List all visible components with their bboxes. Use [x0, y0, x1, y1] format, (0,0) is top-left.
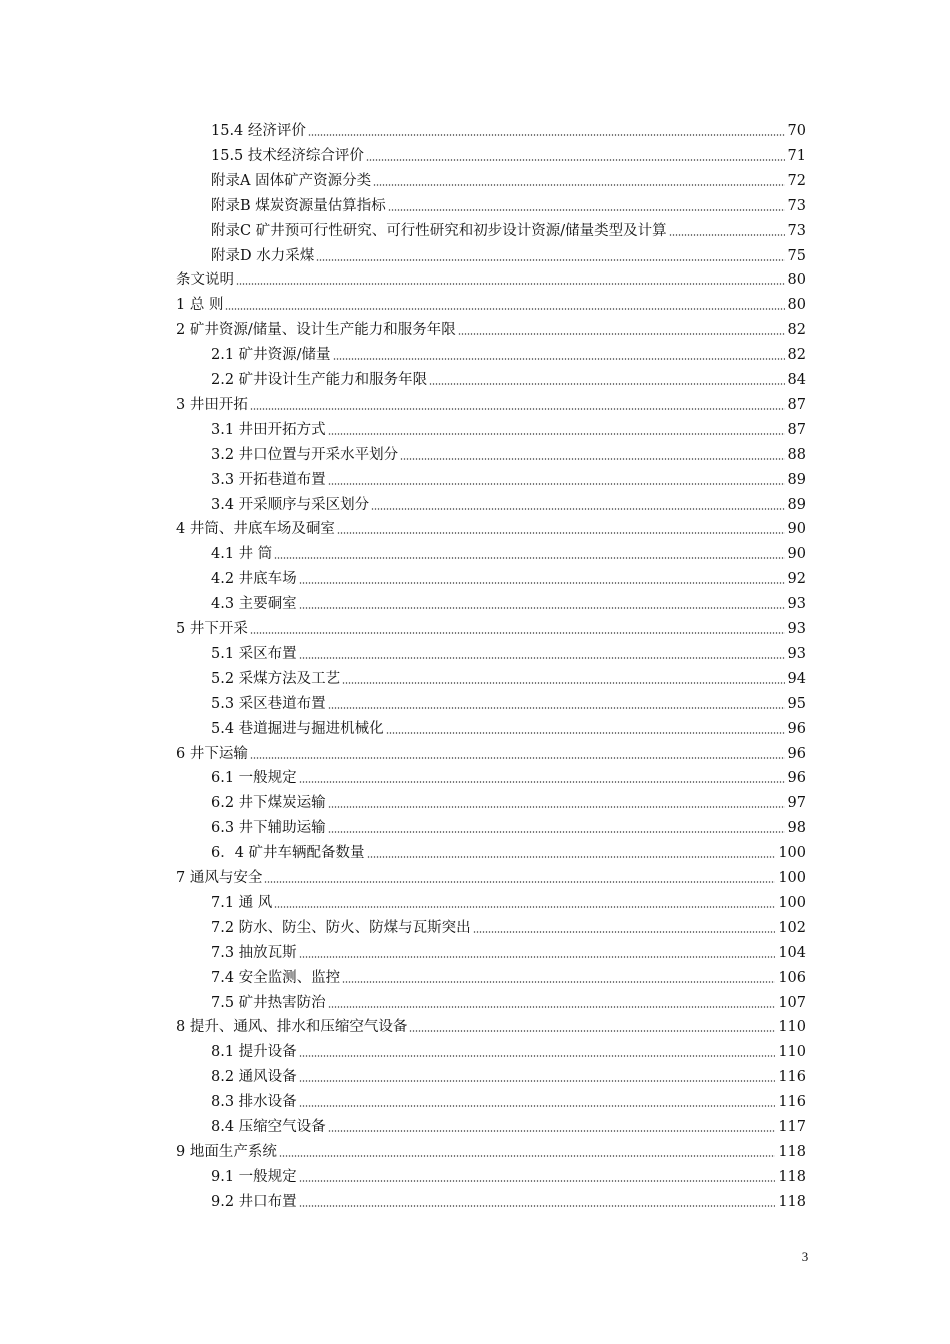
- toc-entry-title: 8.3 排水设备: [211, 1094, 297, 1111]
- toc-entry: [211, 1039, 806, 1061]
- toc-entry: [211, 591, 806, 613]
- toc-leader-dots: [299, 657, 785, 659]
- toc-entry: [211, 716, 806, 738]
- toc-leader-dots: [264, 881, 775, 883]
- toc-leader-dots: [299, 1205, 776, 1207]
- toc-entry-page: 95: [787, 695, 806, 712]
- toc-leader-dots: [669, 234, 785, 236]
- toc-entry-title: 2 矿井资源/储量、设计生产能力和服务年限: [176, 322, 456, 339]
- toc-entry-page: 96: [787, 720, 806, 737]
- toc-leader-dots: [299, 582, 785, 584]
- toc-leader-dots: [299, 1055, 776, 1057]
- toc-entry-page: 100: [778, 894, 806, 911]
- toc-leader-dots: [373, 184, 784, 186]
- toc-entry: [211, 243, 806, 265]
- toc-leader-dots: [328, 831, 785, 833]
- toc-entry-page: 92: [787, 571, 806, 588]
- toc-entry: [176, 516, 806, 538]
- toc-entry-title: 3.2 井口位置与开采水平划分: [211, 446, 399, 463]
- toc-entry: [211, 666, 806, 688]
- toc-entry-title: 3.3 开拓巷道布置: [211, 471, 326, 488]
- toc-entry-title: 15.5 技术经济综合评价: [211, 147, 364, 164]
- toc-entry-title: 7.1 通 风: [211, 894, 273, 911]
- toc-entry-page: 107: [778, 994, 806, 1011]
- toc-entry: [176, 1139, 806, 1161]
- toc-entry-page: 88: [787, 446, 806, 463]
- toc-entry-page: 94: [787, 670, 806, 687]
- toc-leader-dots: [371, 508, 784, 510]
- toc-leader-dots: [299, 781, 785, 783]
- toc-entry-page: 96: [787, 770, 806, 787]
- toc-leader-dots: [299, 956, 776, 958]
- toc-entry-title: 5.4 巷道掘进与掘进机械化: [211, 720, 384, 737]
- toc-entry-page: 75: [787, 247, 806, 264]
- toc-entry: [211, 218, 806, 240]
- toc-leader-dots: [274, 557, 784, 559]
- toc-entry-title: 6 井下运输: [176, 745, 248, 762]
- toc-entry-page: 104: [778, 944, 806, 961]
- toc-entry-title: 附录C 矿井预可行性研究、可行性研究和初步设计资源/储量类型及计算: [211, 222, 667, 239]
- toc-entry-page: 118: [778, 1143, 806, 1160]
- toc-entry: [176, 865, 806, 887]
- toc-leader-dots: [409, 1030, 775, 1032]
- toc-entry-page: 117: [778, 1119, 806, 1135]
- toc-leader-dots: [473, 931, 776, 933]
- toc-entry: [211, 342, 806, 364]
- toc-entry: [176, 267, 806, 289]
- toc-entry-page: 72: [787, 172, 806, 189]
- toc-leader-dots: [328, 707, 785, 709]
- toc-entry: [211, 417, 806, 439]
- toc-entry-title: 3.4 开采顺序与采区划分: [211, 496, 370, 513]
- toc-entry-title: 4 井筒、井底车场及硐室: [176, 521, 335, 538]
- toc-entry-page: 80: [787, 297, 806, 314]
- toc-entry: [211, 940, 806, 962]
- toc-entry: [176, 741, 806, 763]
- toc-entry: [176, 392, 806, 414]
- toc-entry-page: 110: [778, 1019, 806, 1036]
- toc-entry: [211, 193, 806, 215]
- toc-leader-dots: [366, 159, 785, 161]
- toc-leader-dots: [328, 1006, 776, 1008]
- toc-entry-title: 7.2 防水、防尘、防火、防煤与瓦斯突出: [211, 919, 471, 936]
- toc-entry-title: 5.2 采煤方法及工艺: [211, 670, 341, 687]
- toc-leader-dots: [250, 757, 785, 759]
- toc-entry-title: 4.1 井 筒: [211, 546, 273, 563]
- toc-leader-dots: [236, 283, 785, 285]
- toc-entry-title: 6．4 矿井车辆配备数量: [211, 845, 365, 862]
- toc-entry-page: 73: [787, 197, 806, 214]
- toc-entry-title: 8.1 提升设备: [211, 1044, 297, 1061]
- toc-entry-title: 9.1 一般规定: [211, 1168, 297, 1185]
- toc-entry-title: 3 井田开拓: [176, 396, 248, 413]
- toc-entry: [211, 990, 806, 1012]
- toc-entry-page: 71: [787, 147, 806, 164]
- toc-entry-page: 110: [778, 1044, 806, 1061]
- toc-entry: [211, 168, 806, 190]
- toc-entry-title: 条文说明: [176, 272, 234, 289]
- toc-entry-page: 118: [778, 1168, 806, 1185]
- toc-entry-page: 116: [778, 1069, 806, 1086]
- toc-leader-dots: [299, 1080, 776, 1082]
- toc-entry-page: 102: [778, 919, 806, 936]
- toc-entry-page: 90: [787, 546, 806, 563]
- toc-entry-title: 3.1 井田开拓方式: [211, 421, 326, 438]
- toc-entry-page: 82: [787, 322, 806, 339]
- toc-entry-title: 7 通风与安全: [176, 870, 263, 886]
- toc-entry-page: 96: [787, 745, 806, 762]
- toc-entry: [211, 541, 806, 563]
- toc-entry-page: 89: [787, 471, 806, 488]
- toc-entry-title: 7.4 安全监测、监控: [211, 969, 341, 986]
- toc-leader-dots: [337, 532, 785, 534]
- toc-entry: [176, 317, 806, 339]
- toc-entry: [211, 1089, 806, 1111]
- toc-entry: [211, 965, 806, 987]
- toc-leader-dots: [458, 333, 785, 335]
- toc-leader-dots: [400, 458, 784, 460]
- toc-entry: [211, 492, 806, 514]
- toc-entry-page: 80: [787, 272, 806, 289]
- toc-entry-title: 5.3 采区巷道布置: [211, 695, 326, 712]
- toc-entry: [211, 467, 806, 489]
- toc-leader-dots: [342, 682, 784, 684]
- toc-entry: [211, 1164, 806, 1186]
- toc-entry: [211, 790, 806, 812]
- toc-entry-page: 82: [787, 347, 806, 364]
- toc-entry-page: 73: [787, 222, 806, 239]
- toc-entry: [211, 815, 806, 837]
- toc-entry: [211, 1189, 806, 1211]
- toc-entry: [211, 566, 806, 588]
- toc-leader-dots: [299, 607, 785, 609]
- toc-leader-dots: [328, 433, 785, 435]
- toc-entry-title: 8.2 通风设备: [211, 1069, 297, 1086]
- toc-entry: [176, 1014, 806, 1036]
- toc-leader-dots: [342, 981, 775, 983]
- toc-leader-dots: [328, 1130, 776, 1132]
- toc-leader-dots: [274, 906, 775, 908]
- toc-entry-title: 5 井下开采: [176, 621, 248, 637]
- toc-leader-dots: [225, 308, 784, 310]
- toc-leader-dots: [328, 806, 785, 808]
- toc-entry-page: 93: [787, 621, 806, 637]
- toc-leader-dots: [316, 259, 784, 261]
- toc-entry-title: 4.3 主要硐室: [211, 596, 297, 613]
- toc-entry: [211, 890, 806, 912]
- toc-entry-title: 6.3 井下辅助运输: [211, 820, 326, 837]
- toc-leader-dots: [388, 209, 785, 211]
- toc-entry: [176, 292, 806, 314]
- toc-entry: [211, 1114, 806, 1136]
- toc-entry: [211, 765, 806, 787]
- toc-leader-dots: [386, 732, 785, 734]
- toc-entry-title: 9.2 井口布置: [211, 1193, 297, 1210]
- toc-entry-title: 1 总 则: [176, 297, 224, 314]
- toc-leader-dots: [328, 483, 785, 485]
- toc-entry-page: 97: [787, 795, 806, 812]
- toc-entry: [176, 616, 806, 638]
- page-number: 3: [801, 1249, 809, 1264]
- toc-entry-page: 93: [787, 645, 806, 662]
- toc-entry-page: 90: [787, 521, 806, 538]
- toc-entry-title: 7.5 矿井热害防治: [211, 994, 326, 1011]
- toc-entry: [211, 840, 806, 862]
- toc-leader-dots: [279, 1155, 775, 1157]
- toc-entry-title: 15.4 经济评价: [211, 123, 306, 139]
- toc-leader-dots: [250, 632, 785, 634]
- toc-entry-title: 附录A 固体矿产资源分类: [211, 172, 372, 189]
- toc-entry: [211, 143, 806, 165]
- toc-entry: [211, 691, 806, 713]
- toc-leader-dots: [367, 856, 776, 858]
- toc-entry-page: 93: [787, 596, 806, 613]
- toc-entry-title: 5.1 采区布置: [211, 645, 297, 662]
- toc-entry-page: 116: [778, 1094, 806, 1111]
- toc-entry-title: 2.2 矿井设计生产能力和服务年限: [211, 372, 428, 388]
- toc-entry-title: 附录B 煤炭资源量估算指标: [211, 197, 386, 214]
- toc-entry: [211, 442, 806, 464]
- toc-entry-title: 2.1 矿井资源/储量: [211, 347, 331, 364]
- toc-entry-title: 6.2 井下煤炭运输: [211, 795, 326, 812]
- toc-entry-title: 附录D 水力采煤: [211, 247, 315, 264]
- toc-entry-page: 98: [787, 820, 806, 837]
- toc-entry-page: 100: [778, 870, 806, 886]
- toc-entry-page: 87: [787, 396, 806, 413]
- toc-entry-title: 8 提升、通风、排水和压缩空气设备: [176, 1019, 408, 1036]
- toc-entry-page: 106: [778, 969, 806, 986]
- toc-entry-page: 70: [787, 123, 806, 139]
- toc-leader-dots: [250, 408, 785, 410]
- toc-entry-title: 4.2 井底车场: [211, 571, 297, 588]
- toc-entry-title: 8.4 压缩空气设备: [211, 1119, 326, 1135]
- toc-leader-dots: [308, 134, 785, 136]
- toc-entry-title: 7.3 抽放瓦斯: [211, 944, 297, 961]
- toc-leader-dots: [429, 383, 784, 385]
- toc-leader-dots: [333, 358, 785, 360]
- toc-entry-page: 87: [787, 421, 806, 438]
- toc-entry-page: 100: [778, 845, 806, 862]
- toc-entry: [211, 1064, 806, 1086]
- toc-entry: [211, 367, 806, 389]
- toc-entry-title: 9 地面生产系统: [176, 1143, 277, 1160]
- toc-leader-dots: [299, 1105, 776, 1107]
- toc-entry-title: 6.1 一般规定: [211, 770, 297, 787]
- toc-entry: [211, 118, 806, 140]
- toc-entry: [211, 915, 806, 937]
- toc-entry-page: 89: [787, 496, 806, 513]
- toc-leader-dots: [299, 1180, 776, 1182]
- toc-entry: [211, 641, 806, 663]
- toc-entry-page: 84: [787, 372, 806, 388]
- toc-entry-page: 118: [778, 1193, 806, 1210]
